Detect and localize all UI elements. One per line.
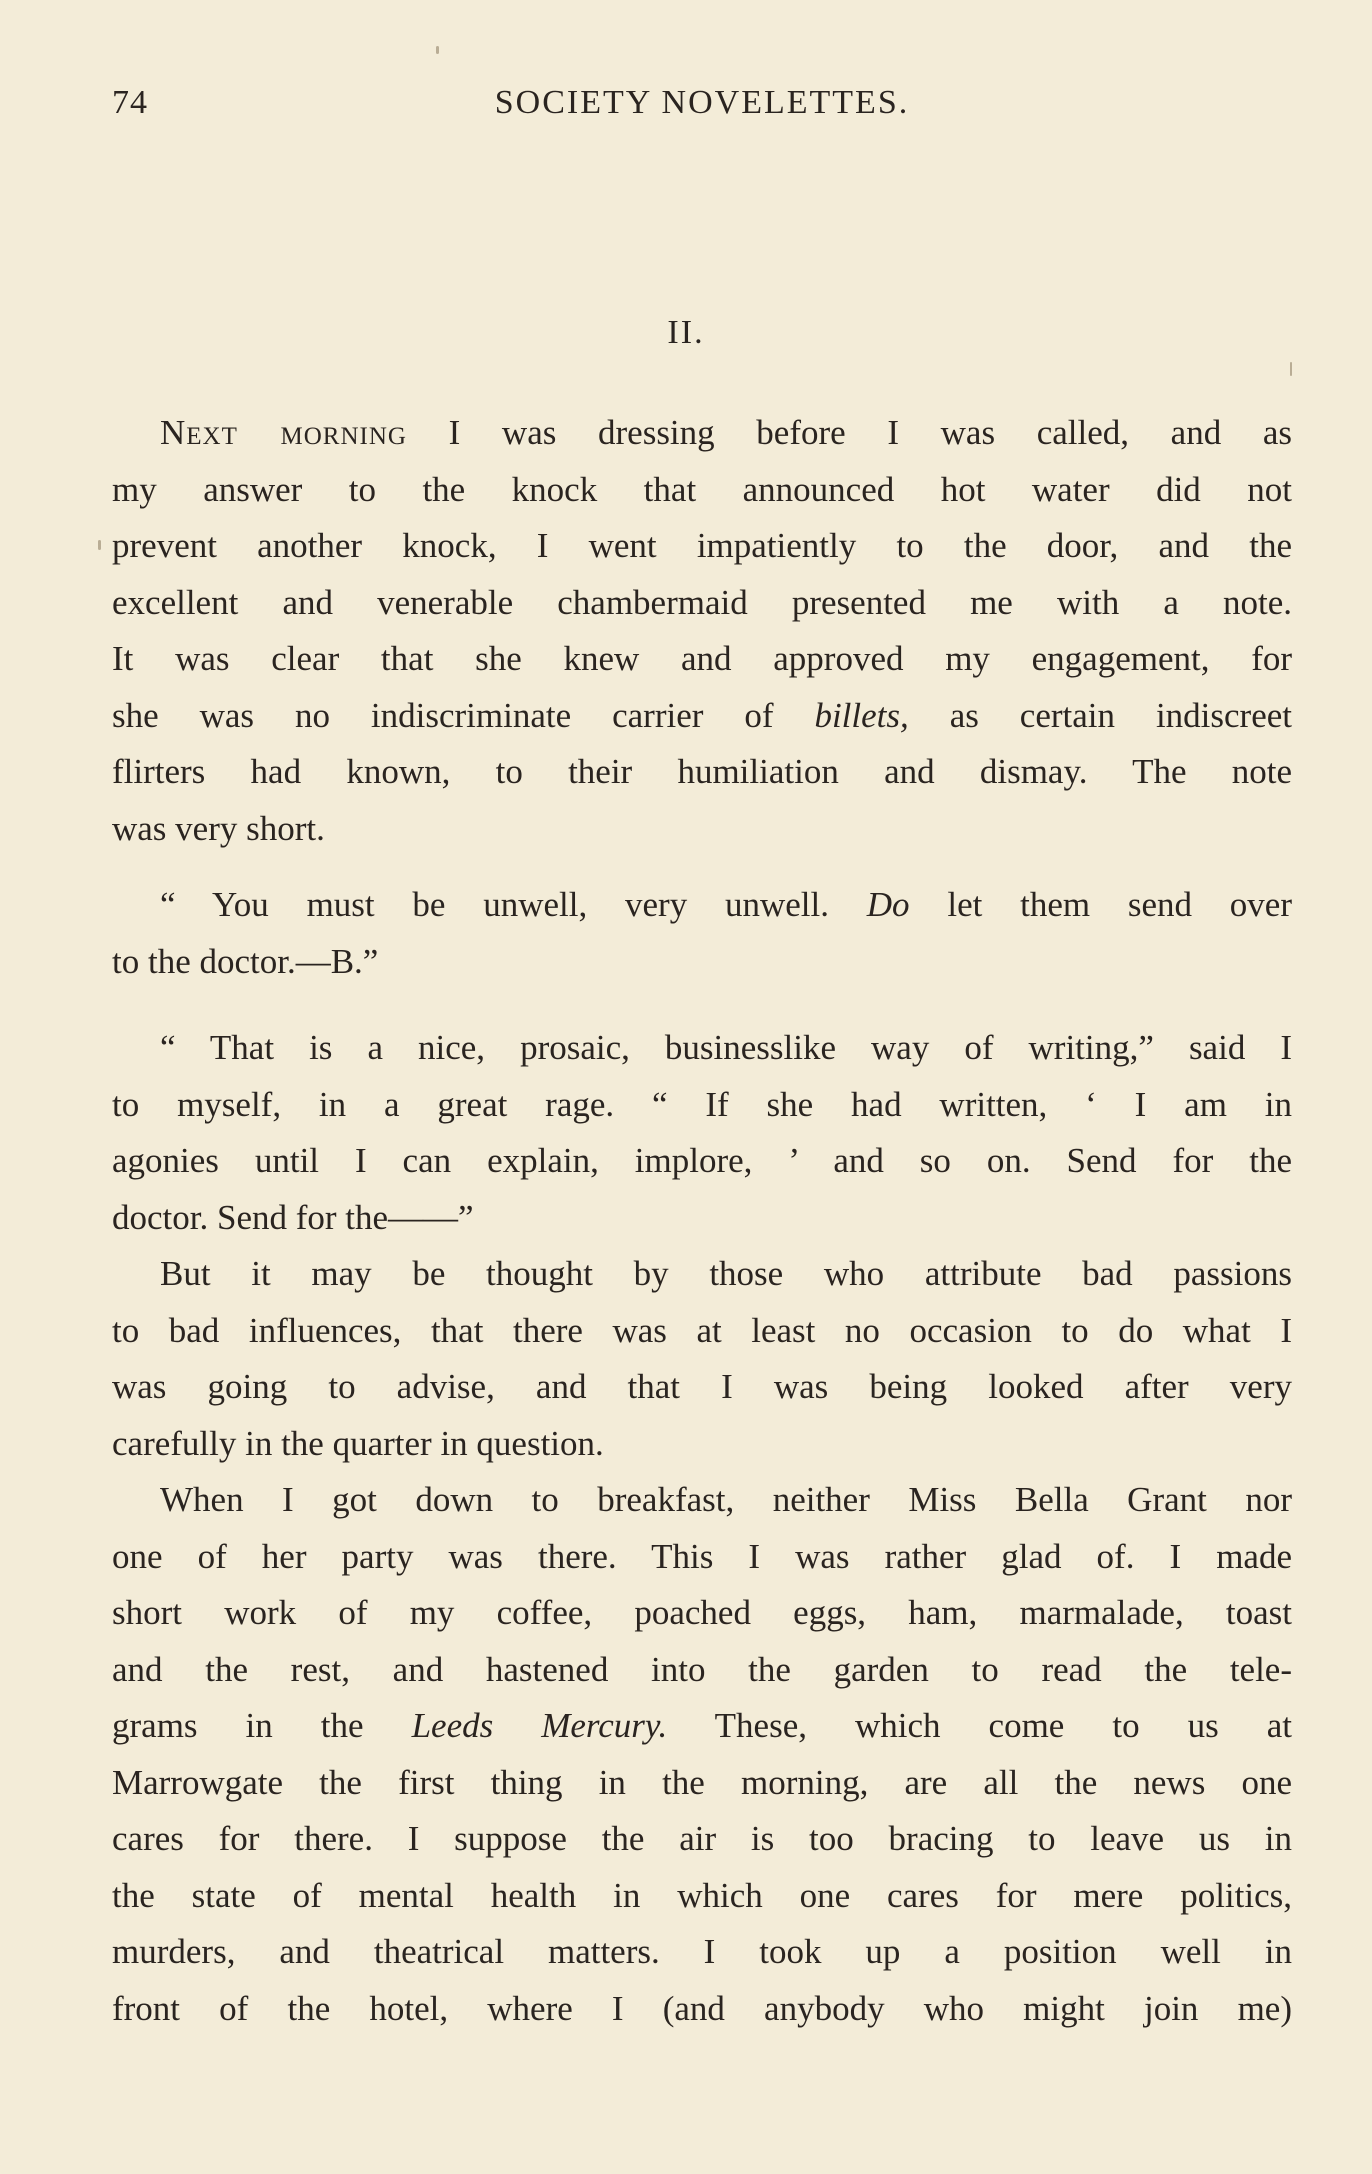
- text-line: [112, 1472, 1292, 1529]
- chapter-heading: II.: [667, 314, 705, 351]
- text-run: she was no indiscriminate carrier of: [112, 695, 774, 735]
- paragraph: [112, 877, 1292, 990]
- text-line: It was clear that she knew and approved my engagement, for: [112, 639, 1292, 678]
- italic-text: billets,: [814, 695, 909, 735]
- text-line: Marrowgate the first thing in the morning, are all the news one: [112, 1762, 1292, 1802]
- paragraph: [112, 1472, 1292, 2037]
- text-line: was going to advise, and that I was being looked after very: [112, 1367, 1292, 1406]
- text-line: short work of my coffee, poached eggs, ham, marmalade, toast: [112, 1593, 1292, 1632]
- text-line: [112, 405, 1292, 462]
- text-line: and the rest, and hastened into the garden to read the tele-: [112, 1649, 1292, 1689]
- text-line: [112, 1020, 1292, 1077]
- text-line: was very short.: [112, 808, 325, 848]
- text-line: to bad influences, that there was at least no occasion to do what I: [112, 1310, 1292, 1350]
- text-line: to myself, in a great rage. “ If she had written, ‘ I am in: [112, 1084, 1292, 1124]
- page-number: 74: [112, 84, 148, 121]
- text-line: the state of mental health in which one cares for mere politics,: [112, 1875, 1292, 1915]
- text-line: front of the hotel, where I (and anybody who might join me): [112, 1988, 1292, 2028]
- text-line: [112, 877, 1292, 934]
- text-line: [112, 688, 1292, 745]
- text-line: prevent another knock, I went impatiently to the door, and the: [112, 526, 1292, 565]
- text-line: [112, 1698, 1292, 1755]
- text-line: carefully in the quarter in question.: [112, 1423, 604, 1463]
- text-line: murders, and theatrical matters. I took up a position well in: [112, 1932, 1292, 1971]
- text-run: I was dressing before I was called, and as: [448, 413, 1293, 452]
- text-run: let them send over: [947, 885, 1292, 924]
- text-line: excellent and venerable chambermaid presented me with a note.: [112, 582, 1292, 622]
- small-caps-lead: Next morning: [160, 413, 407, 452]
- text-line: doctor. Send for the——”: [112, 1197, 474, 1237]
- text-run: as certain indiscreet: [949, 695, 1293, 735]
- text-line: my answer to the knock that announced hot water did not: [112, 469, 1292, 509]
- text-line: to the doctor.—B.”: [112, 941, 379, 981]
- text-run: grams in the: [112, 1706, 364, 1745]
- paragraph: [112, 1246, 1292, 1472]
- text-run: “ You must be unwell, very unwell.: [160, 885, 829, 924]
- paragraph: [112, 405, 1292, 857]
- text-run: When I got down to breakfast, neither Miss Bella Grant nor: [160, 1480, 1292, 1519]
- text-run: But it may be thought by those who attribute bad passions: [160, 1254, 1292, 1293]
- print-speck: [98, 540, 101, 550]
- text-line: [112, 1246, 1292, 1303]
- running-head: [112, 84, 1292, 128]
- text-line: one of her party was there. This I was rather glad of. I made: [112, 1536, 1292, 1576]
- text-line: agonies until I can explain, implore, ’ and so on. Send for the: [112, 1141, 1292, 1180]
- body-text: [112, 405, 1292, 2037]
- paragraph: [112, 1020, 1292, 1246]
- text-run: These, which come to us at: [714, 1706, 1292, 1745]
- text-line: cares for there. I suppose the air is too bracing to leave us in: [112, 1819, 1292, 1858]
- text-run: “ That is a nice, prosaic, businesslike way of writing,” said I: [160, 1028, 1292, 1067]
- print-speck: [1290, 362, 1292, 376]
- print-speck: [436, 46, 439, 54]
- text-line: flirters had known, to their humiliation and dismay. The note: [112, 752, 1292, 791]
- running-title: SOCIETY NOVELETTES.: [494, 84, 910, 121]
- italic-text: Do: [866, 885, 910, 924]
- italic-text: Leeds Mercury.: [411, 1706, 668, 1745]
